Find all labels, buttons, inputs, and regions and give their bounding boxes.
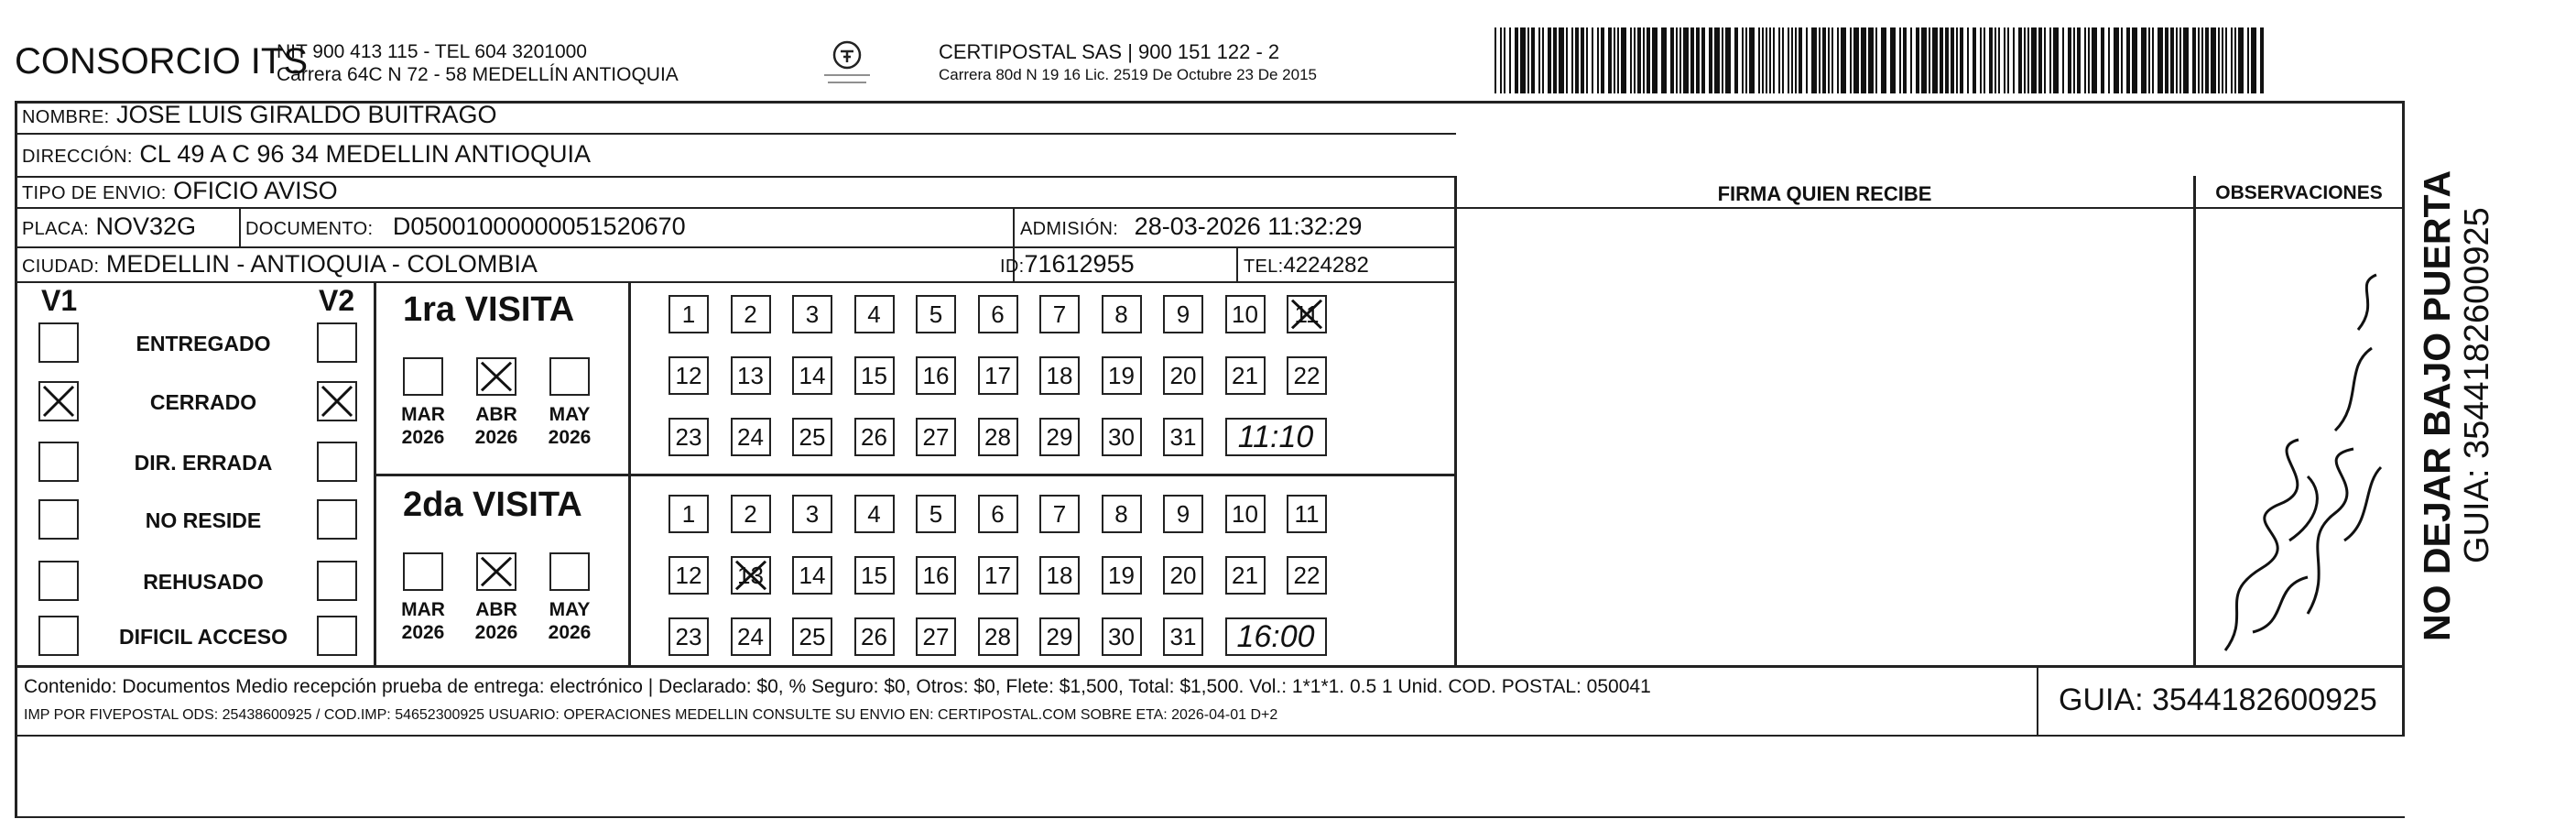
day-box[interactable] [1039,617,1080,656]
placa-row [22,213,196,241]
day-box[interactable] [1102,556,1142,595]
nombre-label: NOMBRE: [22,107,110,127]
month-name: MAY [549,599,591,620]
day-number: 14 [799,562,826,589]
day-box[interactable] [1039,295,1080,333]
day-box[interactable] [1102,617,1142,656]
footer-guia: GUIA: 3544182600925 [2059,682,2377,717]
day-number: 28 [984,623,1011,650]
direccion-value: CL 49 A C 96 34 MEDELLIN ANTIOQUIA [139,140,592,168]
tipo-value: OFICIO AVISO [173,177,338,204]
v2-label: V2 [319,284,355,317]
day-number: 1 [681,500,696,528]
day-box[interactable] [731,617,771,656]
day-number: 15 [861,562,887,589]
day-number: 24 [737,423,764,451]
day-box[interactable] [668,617,709,656]
day-box[interactable] [1039,356,1080,395]
admision-row [1020,213,1362,241]
day-number: 30 [1108,623,1135,650]
day-number: 20 [1169,362,1197,389]
day-number: 6 [991,500,1005,528]
day-number: 27 [922,423,950,451]
day-box[interactable] [1287,356,1327,395]
id-row [1000,250,1135,278]
v1-checkbox[interactable] [38,381,79,421]
day-number: 3 [805,300,820,328]
day-number: 7 [1052,500,1067,528]
day-box[interactable] [1163,295,1203,333]
day-number: 5 [929,500,943,528]
day-number: 4 [867,500,881,528]
v2-checkbox[interactable] [317,616,357,656]
day-number: 14 [799,362,826,389]
day-number: 5 [929,300,943,328]
month-checkbox[interactable] [476,552,516,591]
v2-checkbox[interactable] [317,499,357,540]
day-box[interactable] [916,556,956,595]
month-checkbox[interactable] [403,552,443,591]
day-number: 2 [744,300,757,328]
day-box[interactable] [731,295,771,333]
day-box[interactable] [854,418,895,456]
day-number: 18 [1046,562,1073,589]
day-box[interactable] [916,418,956,456]
time-box[interactable]: 16:00 [1225,617,1327,656]
month-checkbox[interactable] [549,357,590,396]
carrier-name: CERTIPOSTAL SAS | 900 151 122 - 2 [939,40,1280,63]
day-box[interactable] [916,617,956,656]
month-label [391,598,455,644]
month-year: 2026 [401,427,445,448]
time-box[interactable]: 11:10 [1225,418,1327,456]
day-number: 16 [922,562,950,589]
day-number: 10 [1232,500,1258,528]
day-box[interactable] [1039,418,1080,456]
tipo-label: TIPO DE ENVIO: [22,183,167,203]
day-box[interactable] [731,356,771,395]
day-number: 18 [1046,362,1073,389]
v1-checkbox[interactable] [38,616,79,656]
placa-value: NOV32G [95,213,197,240]
placa-label: PLACA: [22,219,89,239]
day-number: 13 [737,362,764,389]
status-label: REHUSADO [143,570,264,594]
barcode [1493,27,2271,93]
day-number: 4 [867,300,881,328]
day-box[interactable] [978,418,1018,456]
day-box[interactable] [792,617,832,656]
month-year: 2026 [401,622,445,643]
ciudad-row [22,250,538,278]
direccion-row [22,140,591,169]
v2-checkbox[interactable] [317,381,357,421]
v1-checkbox[interactable] [38,442,79,482]
day-number: 21 [1232,562,1258,589]
day-box[interactable] [916,295,956,333]
day-number: 13 [737,562,764,589]
day-box[interactable] [792,295,832,333]
tel-row [1244,250,1369,278]
v1-checkbox[interactable] [38,322,79,363]
day-box[interactable] [1102,295,1142,333]
day-box[interactable] [854,295,895,333]
ciudad-value: MEDELLIN - ANTIOQUIA - COLOMBIA [105,250,538,278]
handwritten-signature [2198,266,2399,660]
day-box[interactable] [1225,295,1266,333]
day-box[interactable] [668,418,709,456]
documento-label: DOCUMENTO: [245,219,374,239]
month-name: MAR [401,599,445,620]
day-box[interactable] [1102,356,1142,395]
carrier-license: Carrera 80d N 19 16 Lic. 2519 De Octubre 23 De 2015 [939,66,1317,83]
day-box[interactable] [916,495,956,533]
month-name: MAR [401,404,445,425]
day-number: 30 [1108,423,1135,451]
month-year: 2026 [548,622,592,643]
v1-checkbox[interactable] [38,499,79,540]
day-box[interactable] [1039,495,1080,533]
admision-label: ADMISIÓN: [1020,219,1119,239]
month-label [464,598,528,644]
admision-value: 28-03-2026 11:32:29 [1134,213,1363,240]
status-label: NO RESIDE [145,508,262,532]
id-label: ID: [1000,257,1025,277]
status-label: DIR. ERRADA [134,451,273,475]
month-checkbox[interactable] [403,357,443,396]
day-number: 25 [799,623,826,650]
company-name: CONSORCIO ITS [15,41,309,82]
v2-checkbox[interactable] [317,442,357,482]
day-number: 23 [675,623,702,650]
day-number: 16 [922,362,950,389]
day-number: 20 [1169,562,1197,589]
status-label: DIFICIL ACCESO [118,625,288,649]
v1-checkbox[interactable] [38,561,79,601]
tel-value: 4224282 [1283,253,1369,278]
day-number: 2 [744,500,757,528]
day-box[interactable] [1163,418,1203,456]
tel-label: TEL: [1244,257,1284,277]
status-label: ENTREGADO [136,332,271,355]
day-box[interactable] [1287,556,1327,595]
observaciones-label: OBSERVACIONES [2215,182,2383,203]
month-year: 2026 [474,427,518,448]
day-box[interactable] [668,356,709,395]
day-number: 22 [1293,362,1321,389]
visit2-title: 2da VISITA [403,486,582,524]
day-box[interactable] [1225,495,1266,533]
documento-value: D05001000000051520670 [392,213,686,240]
day-number: 29 [1046,623,1073,650]
day-box[interactable] [668,556,709,595]
day-box[interactable] [668,495,709,533]
day-number: 24 [737,623,764,650]
v1-label: V1 [41,284,78,317]
month-year: 2026 [474,622,518,643]
day-number: 27 [922,623,950,650]
company-address: Carrera 64C N 72 - 58 MEDELLÍN ANTIOQUIA [277,64,679,85]
day-box[interactable] [978,495,1018,533]
day-number: 31 [1169,423,1197,451]
month-checkbox[interactable] [476,357,516,396]
day-number: 12 [675,362,702,389]
day-box[interactable] [792,495,832,533]
day-number: 29 [1046,423,1073,451]
visit1-title: 1ra VISITA [403,290,575,329]
side-warning: NO DEJAR BAJO PUERTA [2416,169,2458,641]
day-number: 8 [1114,500,1128,528]
certipostal-logo-icon [815,38,879,93]
day-box[interactable] [792,418,832,456]
day-number: 10 [1232,300,1258,328]
id-value: 71612955 [1024,250,1135,278]
month-label [464,403,528,449]
day-number: 21 [1232,362,1258,389]
day-number: 9 [1176,500,1190,528]
day-box[interactable] [978,617,1018,656]
day-box[interactable] [792,556,832,595]
company-nit: NIT 900 413 115 - TEL 604 3201000 [277,41,587,62]
day-box[interactable] [792,356,832,395]
day-number: 26 [861,623,887,650]
day-number: 31 [1169,623,1197,650]
day-number: 23 [675,423,702,451]
day-box[interactable] [1287,495,1327,533]
day-number: 17 [984,362,1011,389]
day-box[interactable] [1163,556,1203,595]
v2-checkbox[interactable] [317,322,357,363]
side-guia: GUIA: 3544182600925 [2458,207,2496,563]
day-number: 15 [861,362,887,389]
day-number: 22 [1293,562,1321,589]
month-name: ABR [475,599,517,620]
day-box[interactable] [916,356,956,395]
day-box[interactable] [1287,295,1327,333]
day-number: 6 [991,300,1005,328]
footer-content-line: Contenido: Documentos Medio recepción prueba de entrega: electrónico | Declarado: $0, % Seguro: $0, Otros: $0, Flete: $1,500, Total: $1,500. Vol.: 1*1*1. 0.5 1 Unid. COD. POSTAL: 050041 [24,676,1651,697]
day-box[interactable] [1163,617,1203,656]
day-box[interactable] [854,495,895,533]
month-label [538,598,602,644]
direccion-label: DIRECCIÓN: [22,147,133,167]
day-box[interactable] [978,295,1018,333]
day-number: 26 [861,423,887,451]
day-number: 19 [1108,562,1135,589]
firma-label: FIRMA QUIEN RECIBE [1717,182,1932,205]
status-label: CERRADO [149,390,257,414]
day-box[interactable] [1225,556,1266,595]
day-number: 25 [799,423,826,451]
v2-checkbox[interactable] [317,561,357,601]
day-box[interactable] [854,617,895,656]
day-box[interactable] [854,356,895,395]
day-number: 1 [681,300,696,328]
month-label [538,403,602,449]
day-number: 8 [1114,300,1128,328]
day-box[interactable] [731,495,771,533]
day-number: 11 [1294,500,1320,528]
day-box[interactable] [854,556,895,595]
day-number: 19 [1108,362,1135,389]
day-box[interactable] [1225,356,1266,395]
day-box[interactable] [1102,418,1142,456]
day-number: 3 [805,500,820,528]
day-number: 9 [1176,300,1190,328]
month-name: ABR [475,404,517,425]
day-box[interactable] [731,418,771,456]
month-year: 2026 [548,427,592,448]
tipo-row [22,177,338,205]
day-box[interactable] [1102,495,1142,533]
ciudad-label: CIUDAD: [22,257,100,277]
footer-print-line: IMP POR FIVEPOSTAL ODS: 25438600925 / COD.IMP: 54652300925 USUARIO: OPERACIONES MEDELLIN CONSULTE SU ENVIO EN: CERTIPOSTAL.COM SOBRE ETA: 2026-04-01 D+2 [24,707,1278,723]
month-name: MAY [549,404,591,425]
day-number: 7 [1052,300,1067,328]
day-box[interactable] [668,295,709,333]
day-number: 28 [984,423,1011,451]
day-box[interactable] [731,556,771,595]
day-number: 12 [675,562,702,589]
nombre-row [22,101,497,129]
day-number: 17 [984,562,1011,589]
day-box[interactable] [978,356,1018,395]
documento-row [245,213,686,241]
day-number: 11 [1294,300,1320,328]
day-box[interactable] [978,556,1018,595]
month-checkbox[interactable] [549,552,590,591]
nombre-value: JOSE LUIS GIRALDO BUITRAGO [115,101,497,128]
day-box[interactable] [1163,356,1203,395]
day-box[interactable] [1039,556,1080,595]
day-box[interactable] [1163,495,1203,533]
month-label [391,403,455,449]
